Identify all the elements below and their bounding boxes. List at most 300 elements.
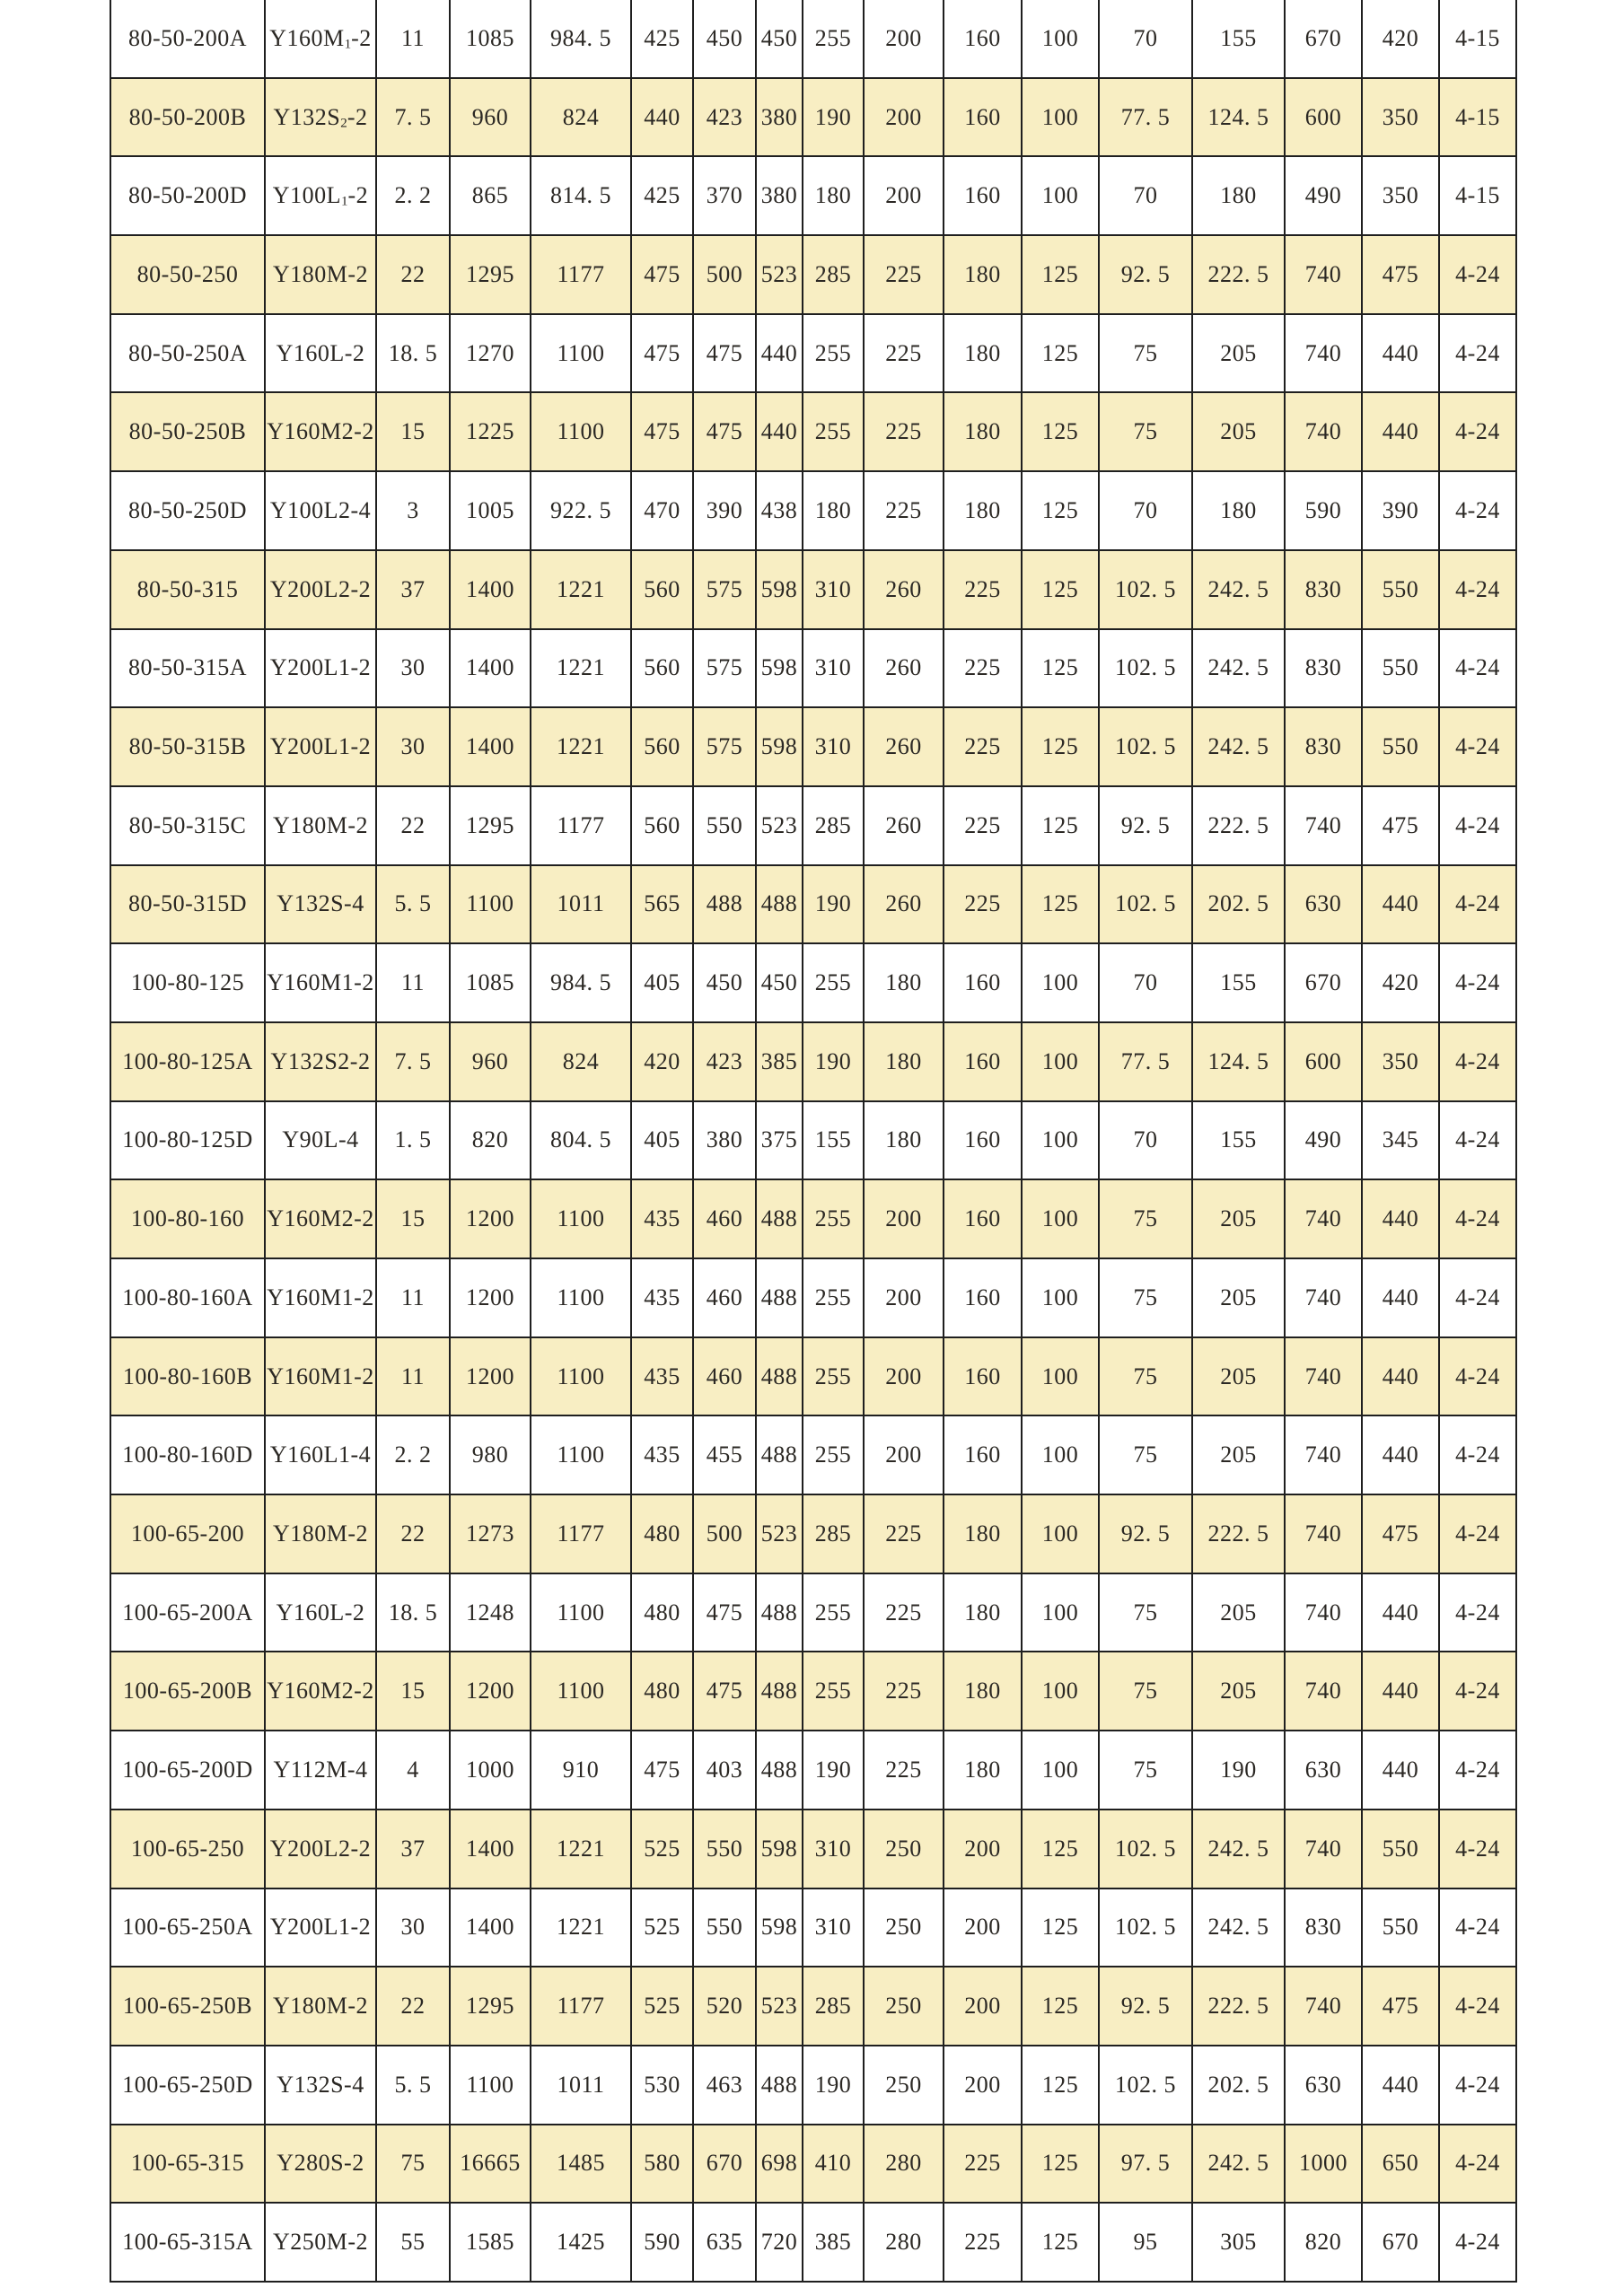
cell-motor-model: Y90L-4	[265, 1101, 376, 1180]
cell-value: 350	[1362, 156, 1439, 235]
cell-value: 310	[803, 1810, 864, 1889]
cell-value: 460	[693, 1258, 756, 1337]
cell-value: 250	[864, 1889, 944, 1967]
cell-value: 740	[1285, 786, 1362, 865]
cell-value: 180	[864, 1101, 944, 1180]
cell-value: 1295	[450, 235, 531, 314]
cell-value: 824	[531, 1022, 631, 1101]
table-row	[110, 1179, 1516, 1258]
cell-value: 75	[1099, 392, 1192, 471]
cell-value: 820	[450, 1101, 531, 1180]
cell-value: 125	[1022, 314, 1099, 393]
cell-value: 440	[1362, 1179, 1439, 1258]
cell-value: 435	[631, 1179, 693, 1258]
cell-value: 285	[803, 786, 864, 865]
cell-value: 200	[864, 1258, 944, 1337]
cell-value: 125	[1022, 2125, 1099, 2204]
cell-value: 523	[756, 1494, 803, 1573]
cell-value: 225	[944, 629, 1022, 708]
cell-value: 180	[944, 1652, 1022, 1731]
cell-pump-model: 80-50-315	[110, 550, 265, 629]
cell-value: 475	[631, 392, 693, 471]
cell-value: 202. 5	[1192, 865, 1285, 944]
cell-value: 242. 5	[1192, 707, 1285, 786]
cell-value: 1100	[531, 1258, 631, 1337]
cell-value: 500	[693, 235, 756, 314]
cell-pump-model: 80-50-250A	[110, 314, 265, 393]
cell-pump-model: 100-80-125	[110, 943, 265, 1022]
cell-value: 255	[803, 392, 864, 471]
cell-value: 155	[1192, 1101, 1285, 1180]
cell-value: 1400	[450, 629, 531, 708]
cell-value: 525	[631, 1889, 693, 1967]
cell-pump-model: 80-50-315B	[110, 707, 265, 786]
cell-value: 450	[756, 0, 803, 78]
cell-value: 440	[756, 392, 803, 471]
cell-value: 630	[1285, 1731, 1362, 1810]
cell-value: 440	[1362, 1415, 1439, 1494]
cell-value: 180	[803, 471, 864, 550]
cell-value: 440	[1362, 314, 1439, 393]
cell-value: 740	[1285, 235, 1362, 314]
cell-motor-model: Y200L1-2	[265, 1889, 376, 1967]
cell-value: 200	[864, 1179, 944, 1258]
cell-value: 1100	[450, 2046, 531, 2125]
cell-value: 285	[803, 1967, 864, 2046]
cell-value: 740	[1285, 1415, 1362, 1494]
cell-value: 440	[1362, 865, 1439, 944]
cell-bolt-spec: 4-24	[1439, 2046, 1516, 2125]
cell-value: 635	[693, 2203, 756, 2282]
cell-value: 1200	[450, 1652, 531, 1731]
cell-value: 720	[756, 2203, 803, 2282]
table-row	[110, 629, 1516, 708]
cell-value: 1400	[450, 707, 531, 786]
cell-value: 435	[631, 1337, 693, 1416]
cell-value: 100	[1022, 943, 1099, 1022]
cell-value: 550	[1362, 550, 1439, 629]
cell-motor-model: Y132S2-2	[265, 1022, 376, 1101]
cell-value: 423	[693, 78, 756, 157]
cell-value: 440	[756, 314, 803, 393]
cell-value: 420	[631, 1022, 693, 1101]
cell-value: 22	[376, 1494, 450, 1573]
table-row	[110, 550, 1516, 629]
cell-value: 205	[1192, 1573, 1285, 1652]
cell-value: 1011	[531, 865, 631, 944]
cell-motor-model: $Y132S_2-2$	[265, 78, 376, 157]
cell-value: 190	[803, 78, 864, 157]
cell-value: 1100	[531, 392, 631, 471]
cell-value: 1177	[531, 1967, 631, 2046]
cell-value: 200	[944, 1967, 1022, 2046]
cell-pump-model: 80-50-250D	[110, 471, 265, 550]
cell-value: 70	[1099, 156, 1192, 235]
cell-value: 160	[944, 0, 1022, 78]
cell-motor-model: Y200L1-2	[265, 629, 376, 708]
cell-value: 102. 5	[1099, 865, 1192, 944]
cell-value: 255	[803, 1179, 864, 1258]
cell-value: 475	[693, 1652, 756, 1731]
table-row	[110, 786, 1516, 865]
cell-value: 125	[1022, 235, 1099, 314]
cell-pump-model: 100-80-125D	[110, 1101, 265, 1180]
cell-bolt-spec: 4-24	[1439, 629, 1516, 708]
cell-value: 15	[376, 1179, 450, 1258]
cell-value: 225	[944, 707, 1022, 786]
table-row	[110, 2046, 1516, 2125]
cell-value: 37	[376, 1810, 450, 1889]
cell-motor-model: Y132S-4	[265, 865, 376, 944]
table-row	[110, 943, 1516, 1022]
cell-value: 385	[756, 1022, 803, 1101]
cell-value: 804. 5	[531, 1101, 631, 1180]
cell-value: 205	[1192, 1337, 1285, 1416]
table-row	[110, 156, 1516, 235]
cell-value: 1400	[450, 1889, 531, 1967]
cell-value: 560	[631, 786, 693, 865]
subscript-digit: 1	[340, 194, 348, 209]
cell-value: 1225	[450, 392, 531, 471]
cell-value: 30	[376, 707, 450, 786]
cell-value: 255	[803, 943, 864, 1022]
cell-value: 480	[631, 1652, 693, 1731]
cell-value: 260	[864, 629, 944, 708]
cell-value: 225	[864, 1652, 944, 1731]
cell-value: 200	[944, 1889, 1022, 1967]
cell-value: 488	[693, 865, 756, 944]
cell-value: 740	[1285, 314, 1362, 393]
cell-value: 380	[693, 1101, 756, 1180]
cell-value: 180	[944, 1573, 1022, 1652]
cell-value: 475	[1362, 1494, 1439, 1573]
cell-value: 100	[1022, 1573, 1099, 1652]
cell-value: 370	[693, 156, 756, 235]
cell-value: 225	[864, 314, 944, 393]
cell-value: 488	[756, 1731, 803, 1810]
cell-motor-model: $Y160M_1-2$	[265, 0, 376, 78]
cell-value: 460	[693, 1179, 756, 1258]
cell-value: 100	[1022, 78, 1099, 157]
cell-value: 55	[376, 2203, 450, 2282]
cell-value: 380	[756, 156, 803, 235]
cell-value: 75	[1099, 1652, 1192, 1731]
cell-value: 102. 5	[1099, 1889, 1192, 1967]
cell-value: 525	[631, 1810, 693, 1889]
cell-value: 500	[693, 1494, 756, 1573]
table-row	[110, 2203, 1516, 2282]
cell-value: 1100	[531, 1337, 631, 1416]
cell-value: 102. 5	[1099, 550, 1192, 629]
cell-value: 490	[1285, 1101, 1362, 1180]
cell-value: 160	[944, 1337, 1022, 1416]
table-row	[110, 1967, 1516, 2046]
cell-pump-model: 100-65-250B	[110, 1967, 265, 2046]
cell-value: 598	[756, 707, 803, 786]
cell-motor-model: Y112M-4	[265, 1731, 376, 1810]
cell-value: 1295	[450, 1967, 531, 2046]
cell-value: 11	[376, 1337, 450, 1416]
cell-value: 488	[756, 2046, 803, 2125]
cell-bolt-spec: 4-24	[1439, 550, 1516, 629]
cell-value: 390	[1362, 471, 1439, 550]
table-row	[110, 1415, 1516, 1494]
cell-value: 1100	[531, 1652, 631, 1731]
cell-value: 100	[1022, 1494, 1099, 1573]
cell-value: 280	[864, 2203, 944, 2282]
cell-value: 598	[756, 550, 803, 629]
cell-value: 525	[631, 1967, 693, 2046]
table-row	[110, 235, 1516, 314]
cell-value: 100	[1022, 1179, 1099, 1258]
cell-value: 460	[693, 1337, 756, 1416]
cell-value: 225	[944, 550, 1022, 629]
cell-value: 16665	[450, 2125, 531, 2204]
cell-value: 410	[803, 2125, 864, 2204]
cell-value: 155	[1192, 943, 1285, 1022]
cell-value: 740	[1285, 1179, 1362, 1258]
cell-value: 475	[693, 1573, 756, 1652]
cell-value: 242. 5	[1192, 2125, 1285, 2204]
cell-value: 475	[631, 235, 693, 314]
cell-bolt-spec: 4-24	[1439, 786, 1516, 865]
cell-value: 160	[944, 1022, 1022, 1101]
cell-value: 865	[450, 156, 531, 235]
cell-value: 1200	[450, 1337, 531, 1416]
cell-value: 565	[631, 865, 693, 944]
cell-value: 1100	[450, 865, 531, 944]
cell-value: 740	[1285, 1337, 1362, 1416]
cell-value: 598	[756, 1889, 803, 1967]
cell-value: 670	[1285, 943, 1362, 1022]
cell-bolt-spec: 4-15	[1439, 0, 1516, 78]
cell-bolt-spec: 4-24	[1439, 1258, 1516, 1337]
cell-value: 600	[1285, 78, 1362, 157]
cell-value: 125	[1022, 2046, 1099, 2125]
cell-value: 740	[1285, 1810, 1362, 1889]
cell-value: 440	[1362, 2046, 1439, 2125]
cell-bolt-spec: 4-24	[1439, 1494, 1516, 1573]
cell-bolt-spec: 4-15	[1439, 78, 1516, 157]
cell-value: 480	[631, 1494, 693, 1573]
cell-value: 1400	[450, 1810, 531, 1889]
cell-motor-model: $Y100L_1-2$	[265, 156, 376, 235]
cell-value: 100	[1022, 1101, 1099, 1180]
cell-pump-model: 80-50-315D	[110, 865, 265, 944]
cell-value: 310	[803, 707, 864, 786]
cell-value: 922. 5	[531, 471, 631, 550]
cell-value: 100	[1022, 1258, 1099, 1337]
cell-value: 455	[693, 1415, 756, 1494]
cell-value: 435	[631, 1258, 693, 1337]
cell-value: 984. 5	[531, 0, 631, 78]
cell-value: 75	[1099, 314, 1192, 393]
cell-value: 22	[376, 1967, 450, 2046]
cell-value: 475	[631, 314, 693, 393]
cell-value: 425	[631, 0, 693, 78]
cell-value: 102. 5	[1099, 1810, 1192, 1889]
cell-value: 310	[803, 629, 864, 708]
cell-bolt-spec: 4-24	[1439, 1810, 1516, 1889]
cell-value: 475	[1362, 1967, 1439, 2046]
cell-value: 420	[1362, 0, 1439, 78]
cell-pump-model: 100-80-125A	[110, 1022, 265, 1101]
cell-bolt-spec: 4-24	[1439, 1101, 1516, 1180]
cell-motor-model: Y160L-2	[265, 1573, 376, 1652]
table-row	[110, 0, 1516, 78]
cell-value: 1221	[531, 1889, 631, 1967]
cell-value: 190	[803, 1731, 864, 1810]
cell-value: 160	[944, 1258, 1022, 1337]
cell-value: 405	[631, 1101, 693, 1180]
cell-motor-model: Y180M-2	[265, 235, 376, 314]
cell-value: 77. 5	[1099, 1022, 1192, 1101]
cell-value: 250	[864, 1967, 944, 2046]
cell-value: 523	[756, 235, 803, 314]
cell-pump-model: 100-80-160	[110, 1179, 265, 1258]
cell-value: 75	[376, 2125, 450, 2204]
cell-value: 550	[693, 786, 756, 865]
cell-value: 650	[1362, 2125, 1439, 2204]
cell-value: 160	[944, 156, 1022, 235]
cell-value: 125	[1022, 471, 1099, 550]
cell-bolt-spec: 4-24	[1439, 1415, 1516, 1494]
cell-value: 1485	[531, 2125, 631, 2204]
cell-value: 4	[376, 1731, 450, 1810]
cell-value: 1270	[450, 314, 531, 393]
cell-value: 1. 5	[376, 1101, 450, 1180]
cell-bolt-spec: 4-24	[1439, 865, 1516, 944]
cell-value: 5. 5	[376, 865, 450, 944]
cell-value: 70	[1099, 943, 1192, 1022]
cell-value: 740	[1285, 1573, 1362, 1652]
cell-bolt-spec: 4-24	[1439, 1573, 1516, 1652]
cell-value: 155	[1192, 0, 1285, 78]
cell-value: 180	[944, 314, 1022, 393]
cell-value: 1011	[531, 2046, 631, 2125]
cell-value: 190	[803, 2046, 864, 2125]
cell-value: 575	[693, 550, 756, 629]
cell-value: 1221	[531, 707, 631, 786]
cell-value: 598	[756, 1810, 803, 1889]
table-row	[110, 2125, 1516, 2204]
cell-value: 2. 2	[376, 1415, 450, 1494]
cell-motor-model: Y200L1-2	[265, 707, 376, 786]
cell-value: 242. 5	[1192, 629, 1285, 708]
cell-value: 438	[756, 471, 803, 550]
cell-value: 200	[864, 1415, 944, 1494]
cell-value: 125	[1022, 865, 1099, 944]
cell-pump-model: 100-65-200B	[110, 1652, 265, 1731]
cell-pump-model: 100-65-315A	[110, 2203, 265, 2282]
cell-value: 100	[1022, 1415, 1099, 1494]
cell-value: 260	[864, 865, 944, 944]
cell-value: 698	[756, 2125, 803, 2204]
cell-value: 225	[944, 865, 1022, 944]
cell-bolt-spec: 4-24	[1439, 1022, 1516, 1101]
cell-value: 1085	[450, 0, 531, 78]
cell-value: 475	[1362, 235, 1439, 314]
cell-value: 530	[631, 2046, 693, 2125]
cell-value: 180	[944, 235, 1022, 314]
cell-value: 75	[1099, 1337, 1192, 1416]
cell-value: 580	[631, 2125, 693, 2204]
cell-pump-model: 80-50-315C	[110, 786, 265, 865]
cell-value: 225	[864, 1731, 944, 1810]
cell-value: 670	[693, 2125, 756, 2204]
cell-value: 75	[1099, 1731, 1192, 1810]
cell-value: 15	[376, 392, 450, 471]
cell-value: 1177	[531, 1494, 631, 1573]
cell-value: 575	[693, 629, 756, 708]
table-row	[110, 1022, 1516, 1101]
cell-value: 1221	[531, 1810, 631, 1889]
cell-value: 590	[1285, 471, 1362, 550]
cell-bolt-spec: 4-24	[1439, 1179, 1516, 1258]
table-row	[110, 707, 1516, 786]
cell-value: 75	[1099, 1179, 1192, 1258]
table-row	[110, 314, 1516, 393]
cell-value: 960	[450, 1022, 531, 1101]
cell-motor-model: Y100L2-4	[265, 471, 376, 550]
cell-value: 225	[864, 392, 944, 471]
table-row	[110, 1337, 1516, 1416]
table-row	[110, 1810, 1516, 1889]
cell-bolt-spec: 4-24	[1439, 943, 1516, 1022]
cell-value: 102. 5	[1099, 2046, 1192, 2125]
cell-value: 22	[376, 786, 450, 865]
cell-value: 345	[1362, 1101, 1439, 1180]
cell-motor-model: Y180M-2	[265, 786, 376, 865]
cell-value: 180	[944, 1731, 1022, 1810]
cell-value: 92. 5	[1099, 235, 1192, 314]
cell-value: 205	[1192, 314, 1285, 393]
cell-value: 11	[376, 0, 450, 78]
cell-value: 180	[803, 156, 864, 235]
cell-value: 470	[631, 471, 693, 550]
cell-pump-model: 100-65-200	[110, 1494, 265, 1573]
cell-value: 125	[1022, 629, 1099, 708]
cell-value: 488	[756, 1573, 803, 1652]
table-row	[110, 78, 1516, 157]
cell-value: 550	[693, 1810, 756, 1889]
cell-motor-model: Y160L1-4	[265, 1415, 376, 1494]
cell-value: 180	[1192, 471, 1285, 550]
cell-value: 92. 5	[1099, 1967, 1192, 2046]
cell-pump-model: 100-80-160B	[110, 1337, 265, 1416]
cell-value: 100	[1022, 1652, 1099, 1731]
cell-value: 380	[756, 78, 803, 157]
cell-value: 11	[376, 943, 450, 1022]
cell-value: 100	[1022, 0, 1099, 78]
cell-value: 440	[1362, 1258, 1439, 1337]
cell-value: 1000	[450, 1731, 531, 1810]
cell-value: 1177	[531, 235, 631, 314]
cell-pump-model: 100-65-250A	[110, 1889, 265, 1967]
cell-value: 102. 5	[1099, 629, 1192, 708]
cell-value: 200	[864, 0, 944, 78]
cell-value: 488	[756, 1652, 803, 1731]
cell-pump-model: 100-80-160A	[110, 1258, 265, 1337]
cell-value: 205	[1192, 1415, 1285, 1494]
cell-bolt-spec: 4-24	[1439, 1967, 1516, 2046]
cell-value: 630	[1285, 865, 1362, 944]
cell-value: 3	[376, 471, 450, 550]
cell-value: 75	[1099, 1258, 1192, 1337]
cell-value: 910	[531, 1731, 631, 1810]
cell-value: 440	[631, 78, 693, 157]
cell-value: 1425	[531, 2203, 631, 2282]
